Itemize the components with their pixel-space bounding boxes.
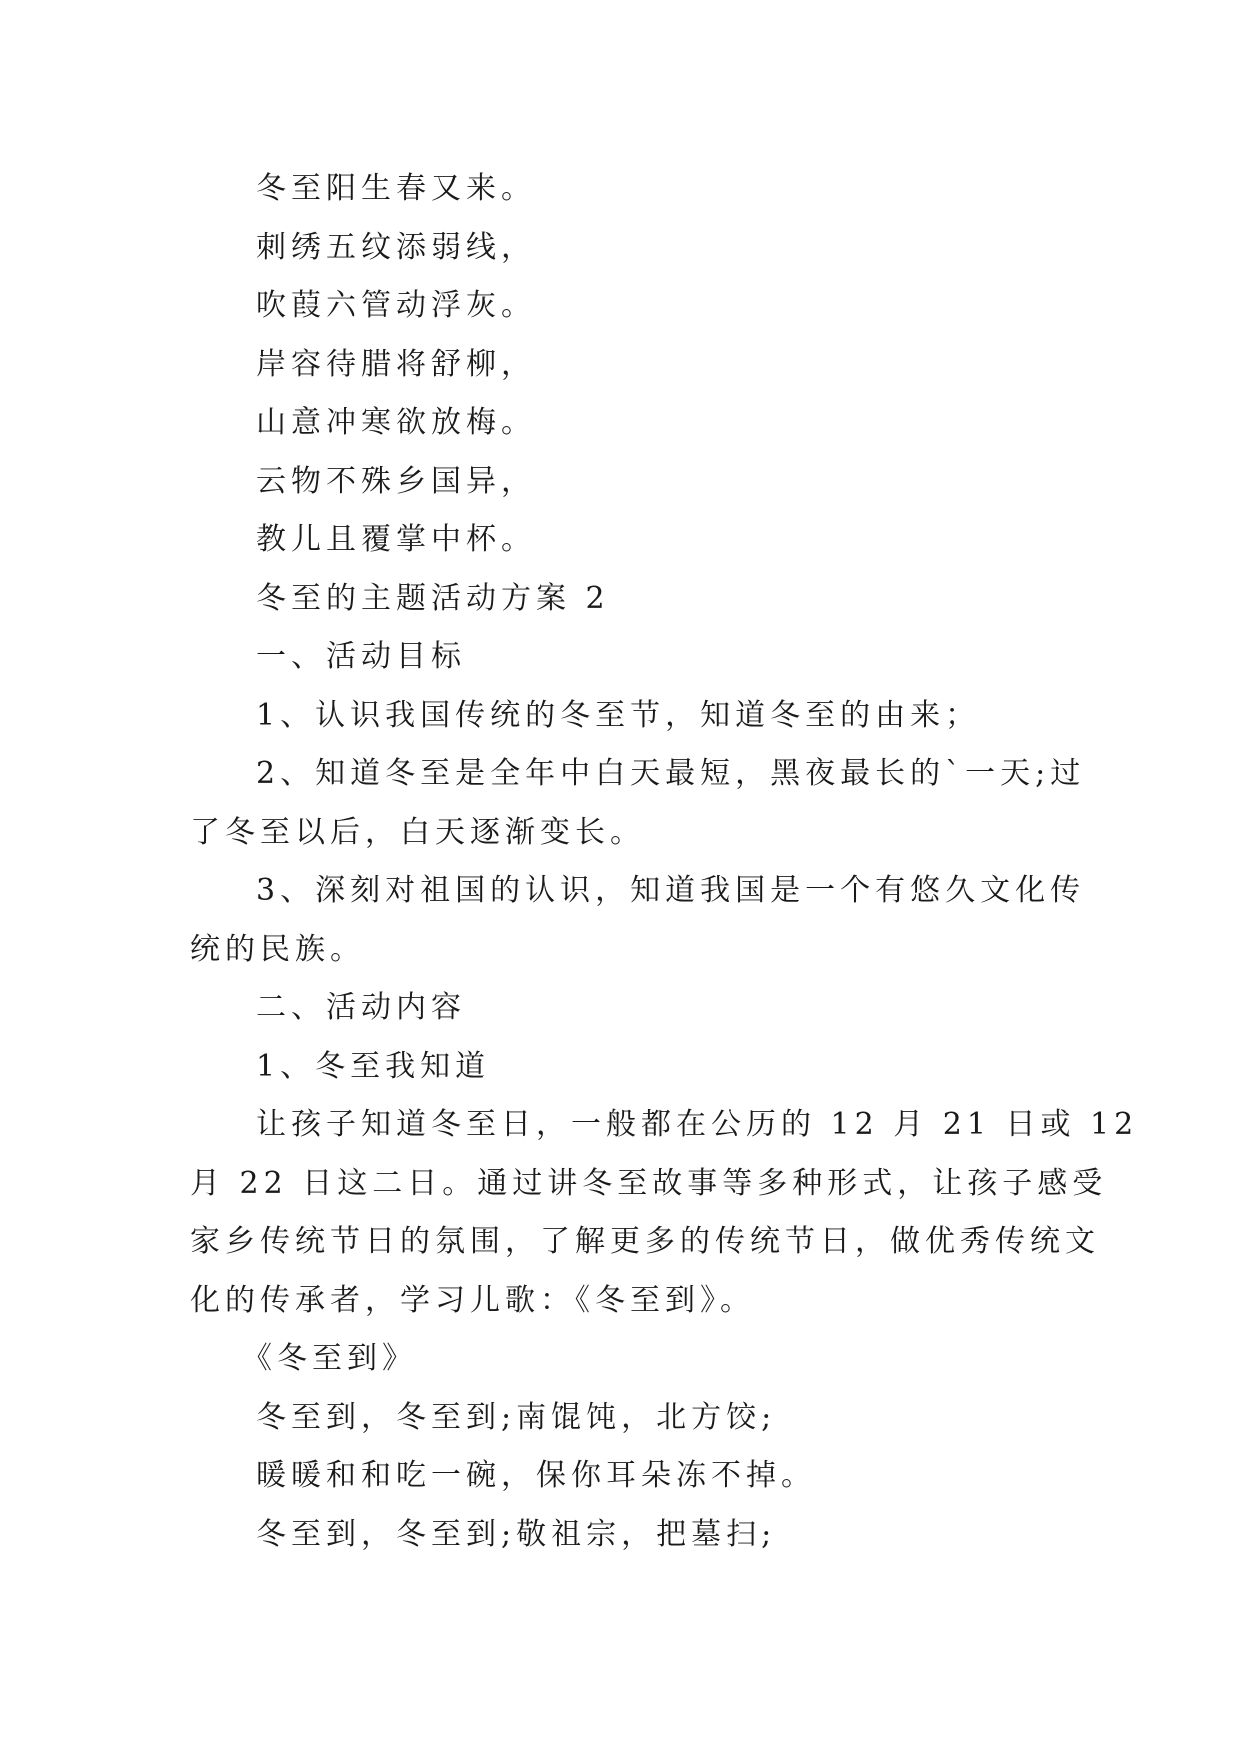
intro-line-1: 让孩子知道冬至日，一般都在公历的 12 月 21 日或 12 xyxy=(256,1107,1139,1142)
goal-item-2-line-1: 2、知道冬至是全年中白天最短，黑夜最长的`一天;过 xyxy=(256,756,1086,791)
poem-line: 山意冲寒欲放梅。 xyxy=(256,405,536,440)
song-line: 冬至到，冬至到;南馄饨，北方饺; xyxy=(256,1399,777,1435)
song-line: 冬至到，冬至到;敬祖宗，把墓扫; xyxy=(256,1516,777,1552)
intro-line-2: 月 22 日这二日。通过讲冬至故事等多种形式，让孩子感受 xyxy=(190,1165,1108,1201)
document-body xyxy=(190,160,1139,1564)
section-title: 冬至的主题活动方案 2 xyxy=(256,580,610,616)
goal-item-1: 1、认识我国传统的冬至节，知道冬至的由来； xyxy=(256,697,981,733)
goal-item-2-line-2: 了冬至以后，白天逐渐变长。 xyxy=(190,814,645,850)
song-line: 暖暖和和吃一碗，保你耳朵冻不掉。 xyxy=(256,1458,816,1493)
goal-item-3-line-2: 统的民族。 xyxy=(190,931,365,967)
content-item-1: 1、冬至我知道 xyxy=(256,1048,491,1084)
poem-line: 云物不殊乡国异， xyxy=(256,463,536,499)
intro-line-4: 化的传承者，学习儿歌：《冬至到》。 xyxy=(190,1282,755,1318)
poem-line: 冬至阳生春又来。 xyxy=(256,171,536,206)
poem-line: 教儿且覆掌中杯。 xyxy=(256,522,536,557)
content-heading: 二、活动内容 xyxy=(256,990,466,1025)
intro-line-3: 家乡传统节日的氛围，了解更多的传统节日，做优秀传统文 xyxy=(190,1224,1100,1259)
goals-heading: 一、活动目标 xyxy=(256,639,466,674)
song-title: 《冬至到》 xyxy=(242,1341,417,1376)
poem-line: 岸容待腊将舒柳， xyxy=(256,346,536,382)
poem-line: 吹葭六管动浮灰。 xyxy=(256,288,536,323)
goal-item-3-line-1: 3、深刻对祖国的认识，知道我国是一个有悠久文化传 xyxy=(256,873,1086,908)
poem-line: 刺绣五纹添弱线， xyxy=(256,229,536,265)
